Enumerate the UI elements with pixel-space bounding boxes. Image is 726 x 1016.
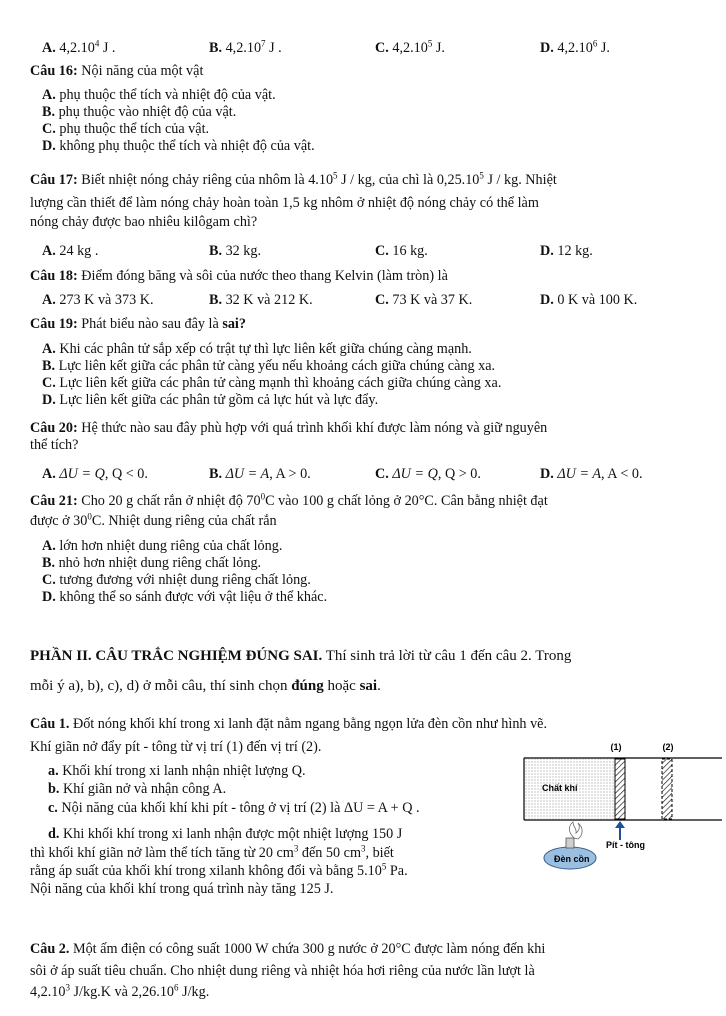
q17-stem-line3: nóng chảy được bao nhiêu kilôgam chì?: [30, 214, 258, 230]
q17-option-d: D. 12 kg.: [540, 243, 593, 259]
q16-option-c: C. phụ thuộc thể tích của vật.: [42, 121, 210, 137]
q19-option-d: D. Lực liên kết giữa các phân tử gồm cả lực hút và lực đẩy.: [42, 392, 379, 408]
piston-arrow-head: [615, 821, 625, 828]
q16-option-b: B. phụ thuộc vào nhiệt độ của vật.: [42, 104, 237, 120]
p2q1-item-d-line4: Nội năng của khối khí trong quá trình này tăng 125 J.: [30, 881, 334, 897]
q21-option-b: B. nhỏ hơn nhiệt dung riêng chất lỏng.: [42, 555, 262, 571]
p2q1-stem-line1: Câu 1. Đốt nóng khối khí trong xi lanh đặt nằm ngang bằng ngọn lửa đèn cồn như hình vẽ.: [30, 716, 548, 732]
p2q2-stem-line2: sôi ở áp suất tiêu chuẩn. Cho nhiệt dung riêng và nhiệt hóa hơi riêng của nước lần lượt là: [30, 963, 535, 979]
q16-stem: Câu 16: Nội năng của một vật: [30, 63, 204, 79]
q17-option-c: C. 16 kg.: [375, 243, 428, 259]
p2q1-item-d-line1: d. Khi khối khí trong xi lanh nhận được một nhiệt lượng 150 J: [48, 826, 403, 842]
q20-stem-line2: thể tích?: [30, 437, 79, 453]
q20-option-a: A. ΔU = Q, Q < 0.: [42, 466, 148, 482]
q16-option-d: D. không phụ thuộc thể tích và nhiệt độ của vật.: [42, 138, 315, 154]
q16-option-a: A. phụ thuộc thể tích và nhiệt độ của vật.: [42, 87, 276, 103]
position-2-label: (2): [662, 742, 674, 752]
q18-option-c: C. 73 K và 37 K.: [375, 292, 473, 308]
p2q1-item-a: a. Khối khí trong xi lanh nhận nhiệt lượng Q.: [48, 763, 306, 779]
q15-option-d: D. 4,2.10$^6$ J.: [540, 38, 610, 56]
q18-stem: Câu 18: Điểm đóng băng và sôi của nước theo thang Kelvin (làm tròn) là: [30, 268, 448, 284]
cylinder-diagram: [510, 734, 724, 880]
gas-label: Chất khí: [542, 783, 578, 793]
q20-option-b: B. ΔU = A, A > 0.: [209, 466, 311, 482]
q21-option-d: D. không thể so sánh được với vật liệu ở thể khác.: [42, 589, 328, 605]
p2q2-stem-line1: Câu 2. Một ấm điện có công suất 1000 W chứa 300 g nước ở 20°C được làm nóng đến khi: [30, 941, 546, 957]
q21-stem-line1: Câu 21: Cho 20 g chất rắn ở nhiệt độ $70^0C$ vào 100 g chất lỏng ở 20°C. Cân bằng nhiệt đạt: [30, 491, 548, 509]
p2q1-item-d-line3: rằng áp suất của khối khí trong xilanh không đổi và bằng 5.10$^5$ Pa.: [30, 861, 408, 879]
q21-option-c: C. tương đương với nhiệt dung riêng chất lỏng.: [42, 572, 311, 588]
lamp-wick-holder: [566, 838, 574, 848]
flame-icon: [569, 822, 582, 839]
q17-stem-line1: Câu 17: Biết nhiệt nóng chảy riêng của nhôm là 4.10$^5$ J / kg, của chì là 0,25.10$^5$ J / kg. Nhiệt: [30, 170, 557, 188]
q15-option-b: B. 4,2.10$^7$ J .: [209, 38, 282, 56]
q17-option-b: B. 32 kg.: [209, 243, 262, 259]
position-1-label: (1): [610, 742, 622, 752]
part2-heading: PHẦN II. CÂU TRẮC NGHIỆM ĐÚNG SAI. Thí sinh trả lời từ câu 1 đến câu 2. Trong: [30, 648, 572, 664]
q20-option-c: C. ΔU = Q, Q > 0.: [375, 466, 481, 482]
q21-stem-line2: được ở $30^0C$. Nhiệt dung riêng của chất rắn: [30, 511, 277, 529]
lamp-label: Đèn cồn: [554, 854, 590, 864]
q20-stem-line1: Câu 20: Hệ thức nào sau đây phù hợp với quá trình khối khí được làm nóng và giữ nguyên: [30, 420, 548, 436]
q19-option-c: C. Lực liên kết giữa các phân tử càng mạnh thì khoảng cách giữa chúng càng xa.: [42, 375, 502, 391]
piston-label: Pít - tông: [606, 840, 645, 850]
piston-position-2: [662, 759, 672, 819]
p2q1-item-b: b. Khí giãn nở và nhận công A.: [48, 781, 227, 797]
p2q1-stem-line2: Khí giãn nở đẩy pít - tông từ vị trí (1) đến vị trí (2).: [30, 739, 322, 755]
p2q2-stem-line3: 4,2.10$^3$ J/kg.K và 2,26.10$^6$ J/kg.: [30, 982, 210, 1000]
q18-option-d: D. 0 K và 100 K.: [540, 292, 638, 308]
q17-option-a: A. 24 kg .: [42, 243, 99, 259]
q21-option-a: A. lớn hơn nhiệt dung riêng của chất lỏng.: [42, 538, 283, 554]
q20-option-d: D. ΔU = A, A < 0.: [540, 466, 643, 482]
q18-option-b: B. 32 K và 212 K.: [209, 292, 313, 308]
q17-stem-line2: lượng cần thiết để làm nóng chảy hoàn toàn 1,5 kg nhôm ở nhiệt độ nóng chảy có thể làm: [30, 195, 539, 211]
p2q1-item-c: c. Nội năng của khối khí khi pít - tông ở vị trí (2) là ΔU = A + Q .: [48, 800, 420, 816]
q15-option-a: A. 4,2.10$^4$ J .: [42, 38, 116, 56]
part2-instructions: mỗi ý a), b), c), d) ở mỗi câu, thí sinh chọn đúng hoặc sai.: [30, 678, 381, 694]
piston-position-1: [615, 759, 625, 819]
q19-stem: Câu 19: Phát biểu nào sau đây là sai?: [30, 316, 246, 332]
q15-option-c: C. 4,2.10$^5$ J.: [375, 38, 445, 56]
q19-option-b: B. Lực liên kết giữa các phân tử càng yếu nếu khoảng cách giữa chúng càng xa.: [42, 358, 496, 374]
p2q1-item-d-line2: thì khối khí giãn nở làm thể tích tăng từ 20 $cm^3$ đến 50 $cm^3$, biết: [30, 843, 394, 861]
q19-option-a: A. Khi các phân tử sắp xếp có trật tự thì lực liên kết giữa chúng càng mạnh.: [42, 341, 472, 357]
q18-option-a: A. 273 K và 373 K.: [42, 292, 154, 308]
